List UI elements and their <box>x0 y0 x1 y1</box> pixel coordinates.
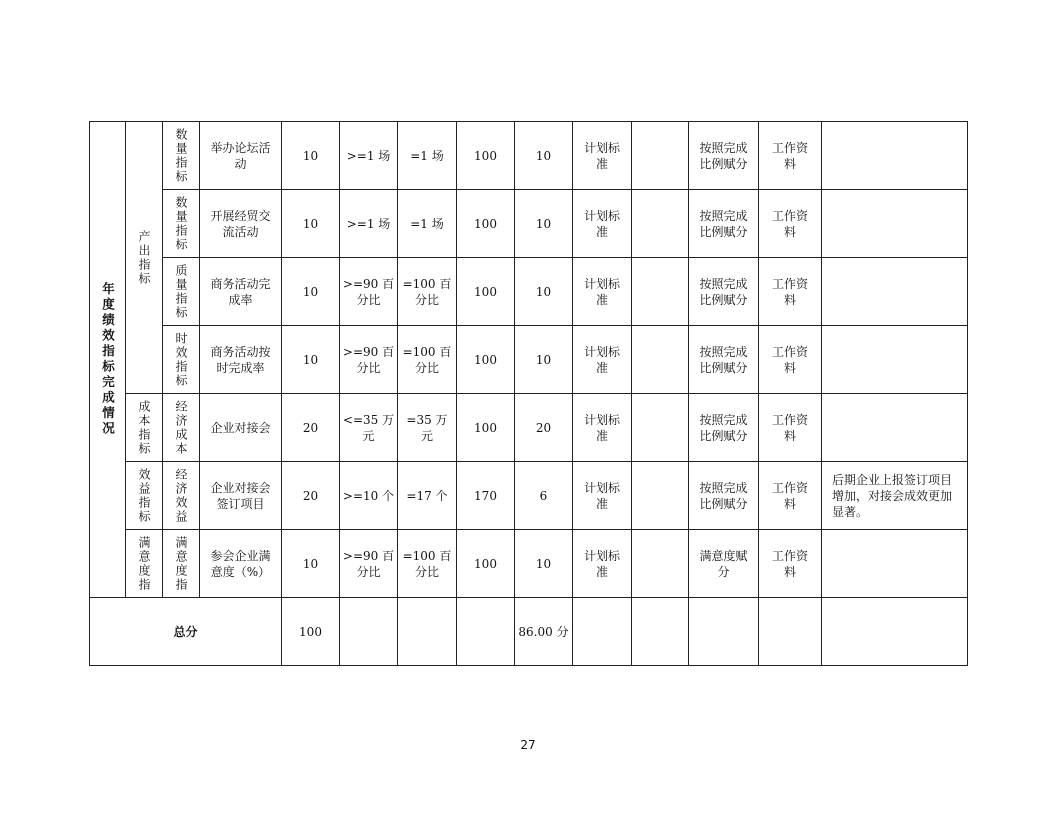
sub-indicator-text: 满意度指 <box>174 535 188 592</box>
sub-indicator <box>162 121 200 190</box>
cell-score-text: 10 <box>535 216 552 231</box>
cell-rate <box>456 393 515 462</box>
cell-basis <box>572 121 632 190</box>
cell-rate <box>456 189 515 258</box>
total-source <box>758 597 822 666</box>
cell-basis-text: 计划标 准 <box>583 344 620 375</box>
cell-source <box>758 257 822 326</box>
cell-score-text: 6 <box>539 488 548 503</box>
section-label-text: 年度绩效指标完成情况 <box>100 282 116 437</box>
cell-blank <box>631 189 689 258</box>
total-score-text: 86.00 分 <box>518 624 569 639</box>
cell-actual-text: =1 场 <box>410 148 444 163</box>
cell-source-text: 工作资 料 <box>771 276 808 307</box>
category-cost <box>125 393 163 462</box>
cell-target <box>339 121 398 190</box>
cell-source <box>758 529 822 598</box>
sub-indicator <box>162 325 200 394</box>
cell-rate <box>456 121 515 190</box>
cell-actual <box>397 393 457 462</box>
cell-target <box>339 393 398 462</box>
cell-basis-text: 计划标 准 <box>583 412 620 443</box>
cell-weight <box>281 121 340 190</box>
sub-indicator <box>162 461 200 530</box>
cell-actual-text: =35 万 元 <box>406 412 448 443</box>
cell-target-text: >=1 场 <box>346 148 391 163</box>
cell-source-text: 工作资 料 <box>771 344 808 375</box>
cell-method <box>688 393 759 462</box>
cell-source-text: 工作资 料 <box>771 412 808 443</box>
cell-method <box>688 121 759 190</box>
cell-method <box>688 461 759 530</box>
cell-weight <box>281 529 340 598</box>
total-label-text: 总分 <box>173 624 198 639</box>
cell-rate <box>456 325 515 394</box>
cell-method-text: 按照完成 比例赋分 <box>699 208 748 239</box>
cell-name-text: 参会企业满 意度（%） <box>210 548 271 579</box>
category-benefit-text: 效益指标 <box>137 467 151 524</box>
cell-source-text: 工作资 料 <box>771 140 808 171</box>
sub-indicator <box>162 257 200 326</box>
total-basis <box>572 597 632 666</box>
cell-score <box>514 189 573 258</box>
cell-actual-text: =100 百 分比 <box>402 344 452 375</box>
cell-blank <box>631 529 689 598</box>
cell-actual-text: =100 百 分比 <box>402 276 452 307</box>
cell-actual <box>397 529 457 598</box>
cell-source-text: 工作资 料 <box>771 548 808 579</box>
cell-basis <box>572 257 632 326</box>
total-score <box>514 597 573 666</box>
cell-method <box>688 529 759 598</box>
cell-target <box>339 461 398 530</box>
sub-indicator-text: 质量指标 <box>174 263 188 320</box>
cell-target-text: <=35 万 元 <box>342 412 395 443</box>
cell-basis-text: 计划标 准 <box>583 208 620 239</box>
total-blank <box>631 597 689 666</box>
cell-method <box>688 189 759 258</box>
cell-source <box>758 325 822 394</box>
cell-note <box>821 121 968 190</box>
category-benefit <box>125 461 163 530</box>
cell-basis <box>572 529 632 598</box>
cell-source <box>758 189 822 258</box>
cell-blank <box>631 121 689 190</box>
cell-weight-text: 20 <box>302 420 319 435</box>
cell-target-text: >=90 百 分比 <box>342 548 395 579</box>
cell-source-text: 工作资 料 <box>771 208 808 239</box>
cell-basis-text: 计划标 准 <box>583 276 620 307</box>
cell-blank <box>631 461 689 530</box>
category-output-text: 产出指标 <box>137 229 151 286</box>
cell-rate-text: 100 <box>474 284 497 299</box>
cell-name-text: 商务活动完 成率 <box>210 276 271 307</box>
sub-indicator <box>162 393 200 462</box>
cell-target-text: >=1 场 <box>346 216 391 231</box>
cell-method-text: 按照完成 比例赋分 <box>699 344 748 375</box>
cell-note <box>821 461 968 530</box>
cell-name-text: 举办论坛活 动 <box>210 140 271 171</box>
cell-note <box>821 189 968 258</box>
cell-name <box>199 529 282 598</box>
cell-note <box>821 393 968 462</box>
cell-method-text: 按照完成 比例赋分 <box>699 140 748 171</box>
sub-indicator-text: 时效指标 <box>174 331 188 388</box>
cell-blank <box>631 325 689 394</box>
cell-score <box>514 325 573 394</box>
cell-score-text: 20 <box>535 420 552 435</box>
cell-rate-text: 100 <box>474 148 497 163</box>
cell-rate <box>456 461 515 530</box>
cell-method <box>688 257 759 326</box>
category-satisfaction-text: 满意度指 <box>137 535 151 592</box>
total-label <box>89 597 282 666</box>
sub-indicator-text: 数量指标 <box>174 127 188 184</box>
cell-note-text: 后期企业上报签订项目 增加，对接会成效更加 显著。 <box>832 472 953 519</box>
cell-score <box>514 393 573 462</box>
cell-name-text: 商务活动按 时完成率 <box>210 344 271 375</box>
total-note <box>821 597 968 666</box>
cell-name-text: 企业对接会 <box>210 420 271 435</box>
cell-method <box>688 325 759 394</box>
cell-weight-text: 10 <box>302 216 319 231</box>
sub-indicator-text: 经济成本 <box>174 399 188 456</box>
cell-target <box>339 325 398 394</box>
cell-method-text: 按照完成 比例赋分 <box>699 412 748 443</box>
cell-source <box>758 393 822 462</box>
cell-name-text: 企业对接会 签订项目 <box>210 480 271 511</box>
cell-basis <box>572 325 632 394</box>
category-cost-text: 成本指标 <box>137 399 151 456</box>
cell-score <box>514 121 573 190</box>
total-target <box>339 597 398 666</box>
cell-rate-text: 100 <box>474 420 497 435</box>
sub-indicator <box>162 189 200 258</box>
cell-weight <box>281 461 340 530</box>
total-weight-text: 100 <box>299 624 322 639</box>
sub-indicator <box>162 529 200 598</box>
cell-weight <box>281 257 340 326</box>
cell-score-text: 10 <box>535 556 552 571</box>
cell-actual <box>397 257 457 326</box>
cell-name-text: 开展经贸交 流活动 <box>210 208 271 239</box>
cell-weight-text: 10 <box>302 284 319 299</box>
cell-rate-text: 100 <box>474 352 497 367</box>
cell-blank <box>631 257 689 326</box>
cell-basis-text: 计划标 准 <box>583 140 620 171</box>
cell-name <box>199 189 282 258</box>
cell-rate-text: 100 <box>474 216 497 231</box>
cell-weight <box>281 393 340 462</box>
cell-actual <box>397 121 457 190</box>
cell-actual <box>397 325 457 394</box>
cell-method-text: 按照完成 比例赋分 <box>699 276 748 307</box>
cell-basis <box>572 393 632 462</box>
cell-source-text: 工作资 料 <box>771 480 808 511</box>
cell-basis-text: 计划标 准 <box>583 480 620 511</box>
cell-basis-text: 计划标 准 <box>583 548 620 579</box>
cell-rate <box>456 257 515 326</box>
total-method <box>688 597 759 666</box>
cell-target <box>339 257 398 326</box>
cell-weight-text: 10 <box>302 556 319 571</box>
cell-score <box>514 257 573 326</box>
cell-name <box>199 325 282 394</box>
sub-indicator-text: 数量指标 <box>174 195 188 252</box>
cell-weight <box>281 325 340 394</box>
cell-note <box>821 257 968 326</box>
cell-rate <box>456 529 515 598</box>
cell-note <box>821 325 968 394</box>
cell-name <box>199 121 282 190</box>
cell-name <box>199 257 282 326</box>
cell-target <box>339 529 398 598</box>
total-weight <box>281 597 340 666</box>
cell-blank <box>631 393 689 462</box>
cell-score-text: 10 <box>535 352 552 367</box>
cell-basis <box>572 189 632 258</box>
cell-score-text: 10 <box>535 284 552 299</box>
cell-note <box>821 529 968 598</box>
cell-actual <box>397 189 457 258</box>
total-rate <box>456 597 515 666</box>
cell-rate-text: 170 <box>474 488 497 503</box>
cell-basis <box>572 461 632 530</box>
cell-actual-text: =1 场 <box>410 216 444 231</box>
cell-source <box>758 461 822 530</box>
cell-score-text: 10 <box>535 148 552 163</box>
cell-target-text: >=10 个 <box>342 488 395 503</box>
cell-source <box>758 121 822 190</box>
sub-indicator-text: 经济效益 <box>174 467 188 524</box>
cell-target-text: >=90 百 分比 <box>342 344 395 375</box>
cell-score <box>514 461 573 530</box>
cell-method-text: 满意度赋 分 <box>699 548 748 579</box>
category-satisfaction <box>125 529 163 598</box>
section-label <box>89 121 126 598</box>
cell-name <box>199 393 282 462</box>
cell-weight-text: 20 <box>302 488 319 503</box>
cell-score <box>514 529 573 598</box>
cell-weight-text: 10 <box>302 352 319 367</box>
cell-weight <box>281 189 340 258</box>
total-actual <box>397 597 457 666</box>
cell-name <box>199 461 282 530</box>
cell-method-text: 按照完成 比例赋分 <box>699 480 748 511</box>
cell-actual-text: =100 百 分比 <box>402 548 452 579</box>
cell-target-text: >=90 百 分比 <box>342 276 395 307</box>
cell-weight-text: 10 <box>302 148 319 163</box>
category-output <box>125 121 163 394</box>
cell-actual-text: =17 个 <box>406 488 448 503</box>
cell-rate-text: 100 <box>474 556 497 571</box>
page-number: 27 <box>520 738 536 752</box>
cell-actual <box>397 461 457 530</box>
cell-target <box>339 189 398 258</box>
